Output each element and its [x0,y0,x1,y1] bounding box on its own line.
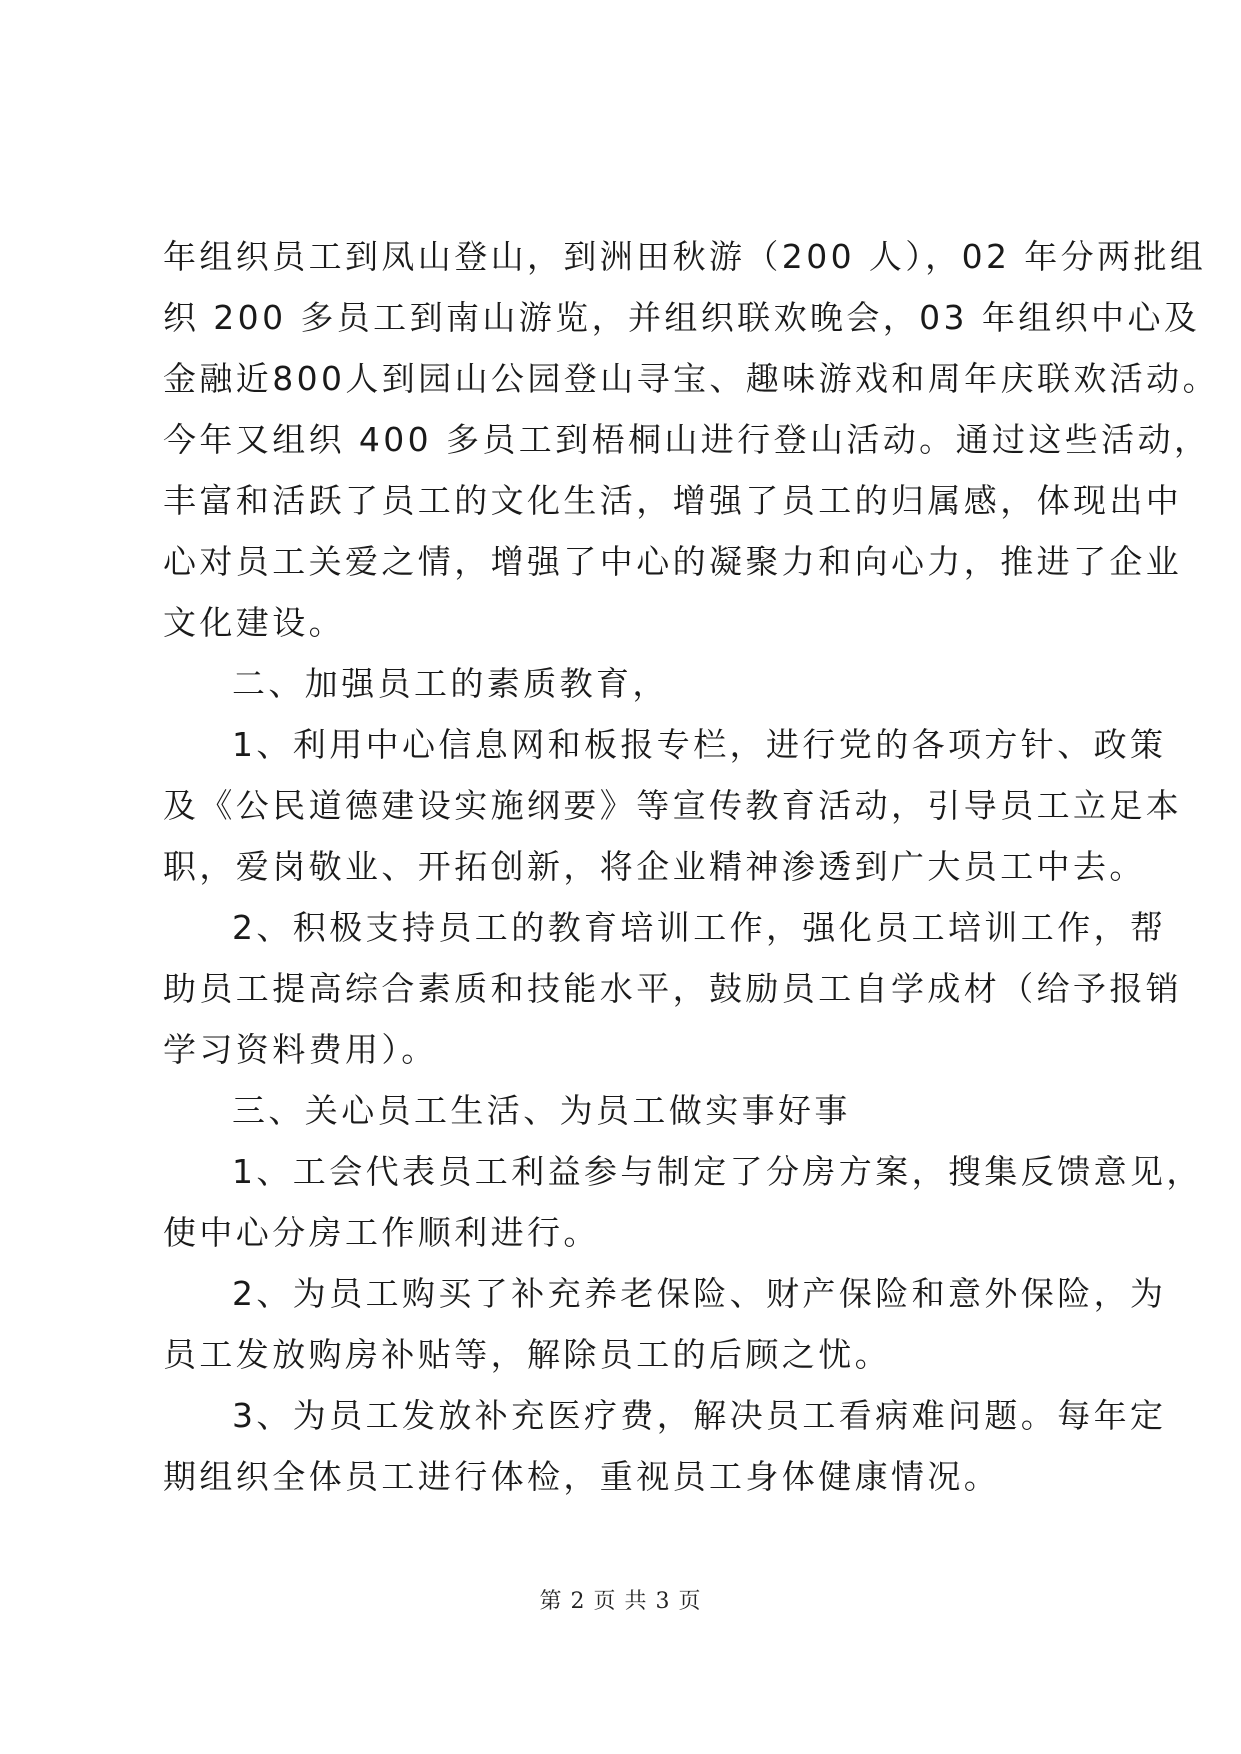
text-line: 年组织员工到凤山登山，到洲田秋游（200 人），02 年分两批组 [163,237,1207,276]
text-line: 织 200 多员工到南山游览，并组织联欢晚会，03 年组织中心及 [163,298,1201,337]
text-line: 1、工会代表员工利益参与制定了分房方案，搜集反馈意见， [232,1152,1203,1191]
text-line: 期组织全体员工进行体检，重视员工身体健康情况。 [163,1457,1001,1496]
text-line: 员工发放购房补贴等，解除员工的后顾之忧。 [163,1335,891,1374]
section-heading: 三、关心员工生活、为员工做实事好事 [232,1091,851,1130]
text-line: 及《公民道德建设实施纲要》等宣传教育活动，引导员工立足本 [163,786,1183,825]
text-line: 今年又组织 400 多员工到梧桐山进行登山活动。通过这些活动， [163,420,1211,459]
text-line: 1、利用中心信息网和板报专栏，进行党的各项方针、政策 [232,725,1167,764]
text-line: 使中心分房工作顺利进行。 [163,1213,600,1252]
text-line: 2、积极支持员工的教育培训工作，强化员工培训工作，帮 [232,908,1167,947]
section-heading: 二、加强员工的素质教育， [232,664,669,703]
text-line: 金融近800人到园山公园登山寻宝、趣味游戏和周年庆联欢活动。 [163,359,1219,398]
text-line: 2、为员工购买了补充养老保险、财产保险和意外保险，为 [232,1274,1167,1313]
text-line: 3、为员工发放补充医疗费，解决员工看病难问题。每年定 [232,1396,1167,1435]
text-line: 学习资料费用）。 [163,1030,438,1069]
page-footer: 第 2 页 共 3 页 [539,1589,702,1614]
text-line: 助员工提高综合素质和技能水平，鼓励员工自学成材（给予报销 [163,969,1183,1008]
text-line: 丰富和活跃了员工的文化生活，增强了员工的归属感，体现出中 [163,481,1183,520]
text-line: 文化建设。 [163,603,345,642]
text-line: 职，爱岗敬业、开拓创新，将企业精神渗透到广大员工中去。 [163,847,1146,886]
text-line: 心对员工关爱之情，增强了中心的凝聚力和向心力，推进了企业 [163,542,1183,581]
